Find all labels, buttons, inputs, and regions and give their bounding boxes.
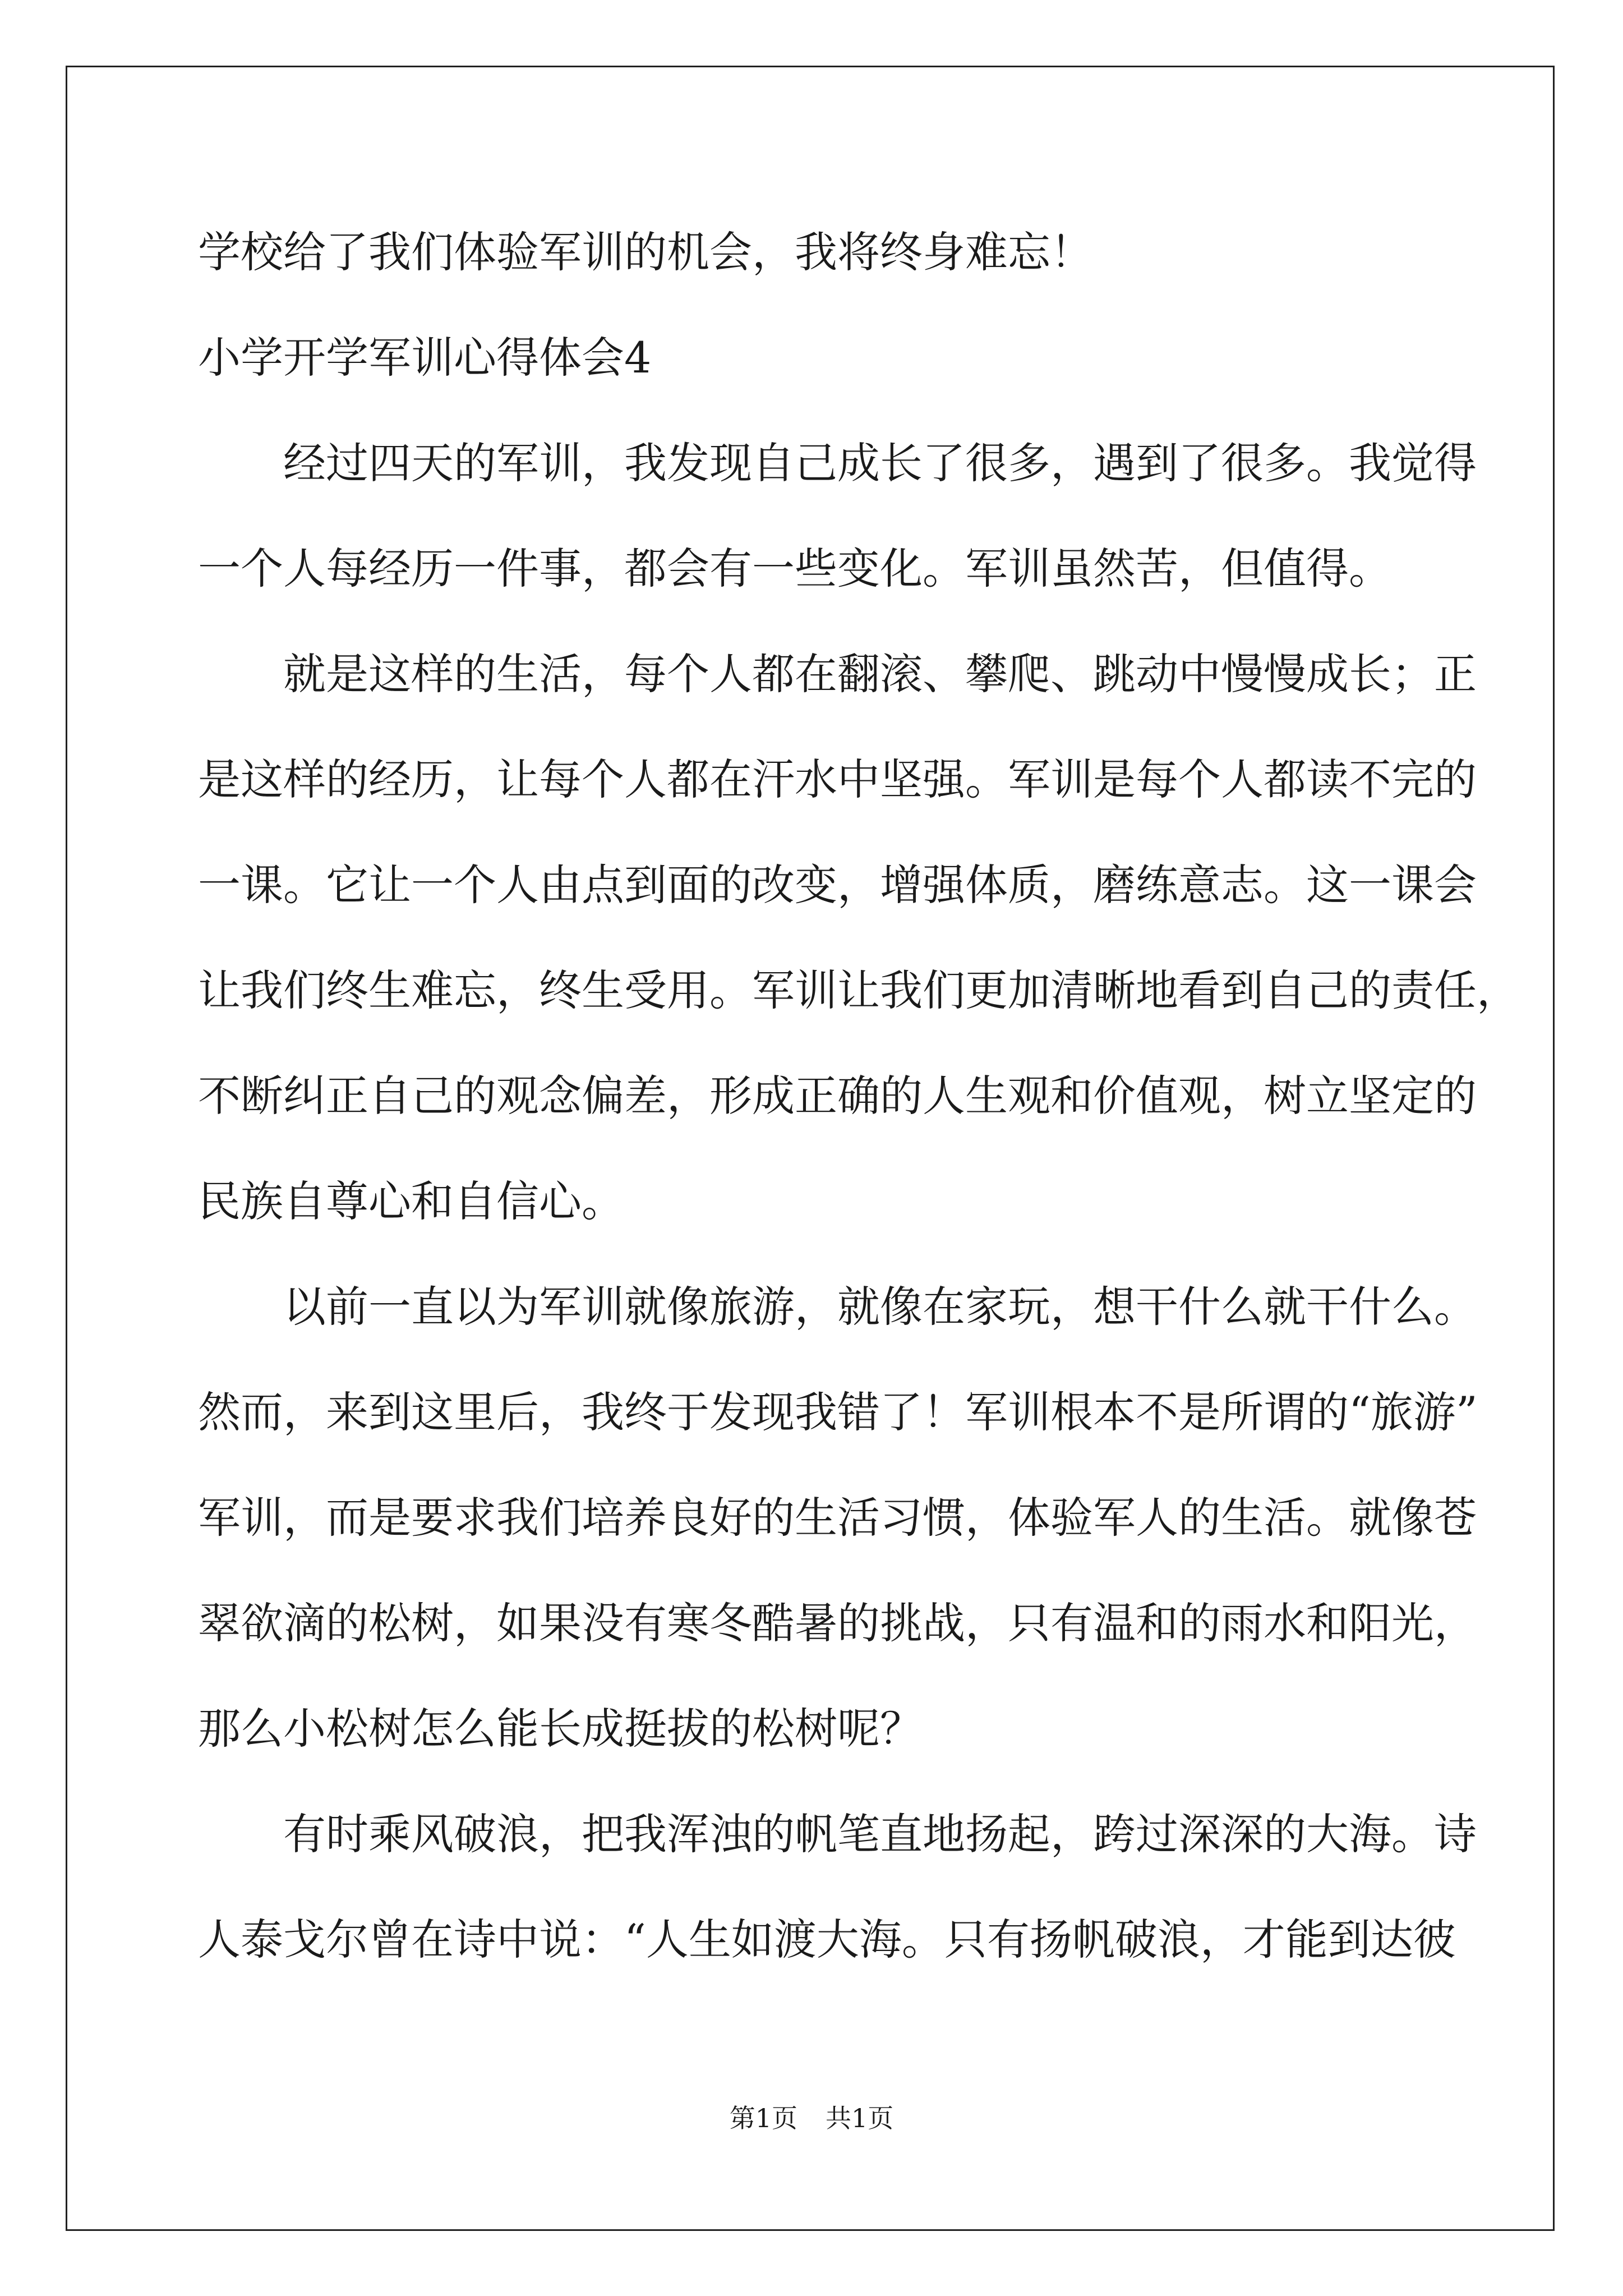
page-total: 共1页 (826, 2103, 894, 2133)
section-heading: 小学开学军训心得体会4 (198, 333, 652, 383)
body-text-line: 然而，来到这里后，我终于发现我错了！军训根本不是所谓的“旅游” (198, 1387, 1478, 1437)
paragraph-first-line: 以前一直以为军训就像旅游，就像在家玩，想干什么就干什么。 (283, 1282, 1477, 1332)
body-text-line: 让我们终生难忘，终生受用。军训让我们更加清晰地看到自己的责任， (198, 965, 1519, 1015)
body-text-line: 翠欲滴的松树，如果没有寒冬酷暑的挑战，只有温和的雨水和阳光， (198, 1598, 1477, 1648)
body-text-line: 军训，而是要求我们培养良好的生活习惯，体验军人的生活。就像苍 (198, 1493, 1477, 1543)
paragraph-first-line: 就是这样的生活，每个人都在翻滚、攀爬、跳动中慢慢成长；正 (283, 649, 1477, 699)
paragraph-first-line: 经过四天的军训，我发现自己成长了很多，遇到了很多。我觉得 (283, 438, 1477, 488)
body-text-line: 那么小松树怎么能长成挺拔的松树呢？ (198, 1704, 923, 1754)
body-text-line: 学校给了我们体验军训的机会，我将终身难忘！ (198, 227, 1093, 277)
page-number: 第1页 (729, 2103, 797, 2133)
body-text-line: 人泰戈尔曾在诗中说：“人生如渡大海。只有扬帆破浪，才能到达彼 (198, 1915, 1456, 1964)
page-footer (0, 2098, 1623, 2135)
body-text-line: 民族自尊心和自信心。 (198, 1176, 624, 1226)
body-text-line: 不断纠正自己的观念偏差，形成正确的人生观和价值观，树立坚定的 (198, 1071, 1477, 1121)
page-border (66, 66, 1555, 2231)
body-text-line: 是这样的经历，让每个人都在汗水中坚强。军训是每个人都读不完的 (198, 754, 1477, 804)
body-text-line: 一课。它让一个人由点到面的改变，增强体质，磨练意志。这一课会 (198, 860, 1477, 910)
body-text-line: 一个人每经历一件事，都会有一些变化。军训虽然苦，但值得。 (198, 544, 1391, 593)
paragraph-first-line: 有时乘风破浪，把我浑浊的帆笔直地扬起，跨过深深的大海。诗 (283, 1809, 1477, 1859)
